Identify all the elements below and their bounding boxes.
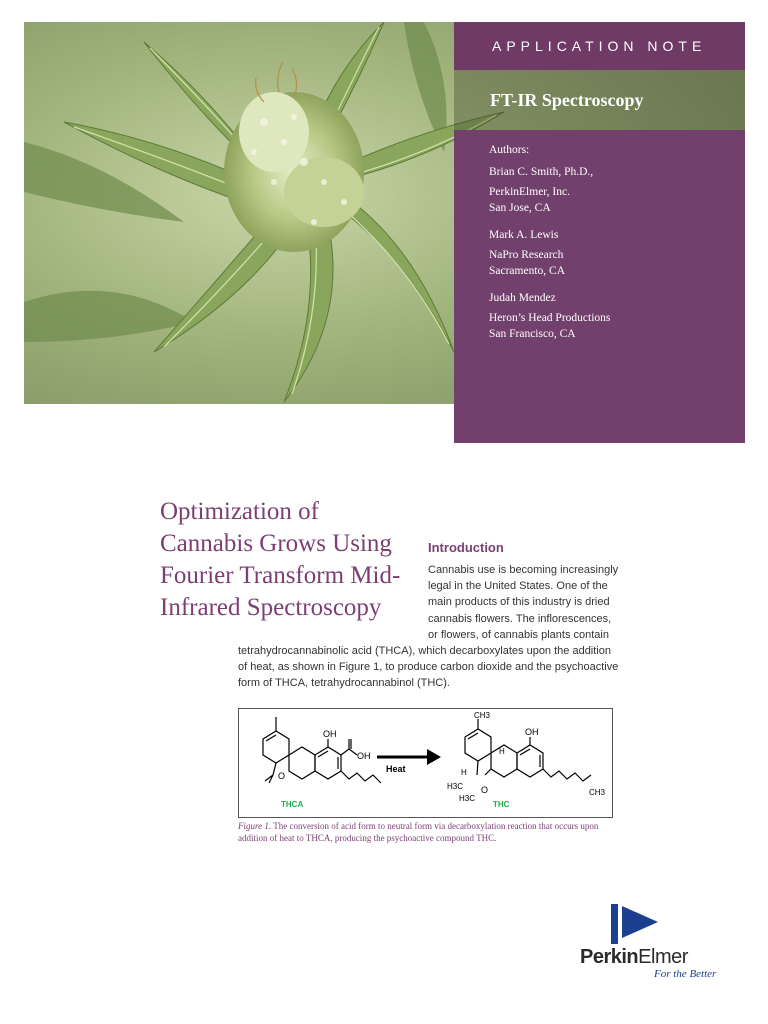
introduction-heading: Introduction [428, 540, 504, 555]
brand-name [580, 946, 688, 969]
intro-line: tetrahydrocannabinolic acid (THCA), which decarboxylates upon the addition [238, 645, 611, 657]
thc-o-label: O [481, 785, 489, 795]
intro-line: of heat, as shown in Figure 1, to produce carbon dioxide and the psychoactive [238, 661, 619, 674]
title-line: Cannabis Grows Using [160, 530, 392, 557]
caption-prefix: Figure 1. [238, 821, 272, 831]
perkinelmer-symbol-icon [578, 900, 728, 950]
author-3-name: Judah Mendez [489, 292, 556, 304]
intro-line: Cannabis use is becoming increasingly [428, 564, 619, 576]
brand-tagline: For the Better [654, 968, 717, 980]
figure-reaction-diagram [238, 708, 613, 818]
article-title [160, 496, 430, 624]
introduction-text-wide [238, 643, 628, 692]
author-3-location: San Francisco, CA [489, 328, 576, 340]
thc-h-label-left: H [461, 768, 467, 777]
title-line: Infrared Spectroscopy [160, 594, 382, 621]
author-1-name: Brian C. Smith, Ph.D., [489, 166, 594, 178]
author-2-affiliation: NaPro Research [489, 249, 564, 261]
thc-ch3-label: CH3 [474, 711, 491, 720]
author-2-name: Mark A. Lewis [489, 229, 559, 241]
figure-caption [238, 820, 618, 844]
author-1-affiliation: PerkinElmer, Inc. [489, 186, 570, 198]
thc-chain-ch3-label: CH3 [589, 788, 606, 797]
thc-h3c-label-2: H3C [459, 794, 476, 803]
thc-h3c-label-1: H3C [447, 782, 464, 791]
title-line: Optimization of [160, 498, 319, 525]
thca-o-label: O [278, 771, 286, 781]
heat-label: Heat [386, 764, 406, 774]
author-3-affiliation: Heron’s Head Productions [489, 312, 611, 324]
thc-label: THC [493, 800, 510, 809]
brand-name-part1: Perkin [580, 946, 639, 968]
intro-line: form of THCA, tetrahydrocannabinol (THC). [238, 677, 450, 690]
intro-line: or flowers, of cannabis plants contain [428, 628, 609, 641]
intro-line: legal in the United States. One of the [428, 580, 608, 593]
perkinelmer-logo [578, 900, 728, 990]
heat-arrow [377, 749, 441, 765]
thca-oh-label: OH [323, 729, 337, 739]
intro-line: main products of this industry is dried [428, 596, 610, 609]
thc-oh-label: OH [525, 727, 539, 737]
authors-block [489, 142, 610, 342]
intro-line: cannabis flowers. The inflorescences, [428, 612, 612, 625]
thc-h-label-top: H [499, 747, 505, 756]
caption-text: The conversion of acid form to neutral form via decarboxylation reaction that occurs upon addition of heat to THCA, producing the psychoactive compound THC. [238, 821, 599, 843]
thca-label: THCA [281, 800, 304, 809]
thca-cooh-oh-label: OH [357, 751, 371, 761]
author-1-location: San Jose, CA [489, 202, 551, 214]
header-panel [454, 22, 745, 443]
author-2-location: Sacramento, CA [489, 265, 566, 277]
title-line: Fourier Transform Mid- [160, 562, 401, 589]
application-note-label: APPLICATION NOTE [492, 38, 707, 54]
subject-heading: FT-IR Spectroscopy [490, 90, 644, 110]
introduction-text-narrow [428, 562, 628, 643]
authors-heading: Authors: [489, 144, 530, 156]
brand-name-part2: Elmer [638, 946, 688, 968]
